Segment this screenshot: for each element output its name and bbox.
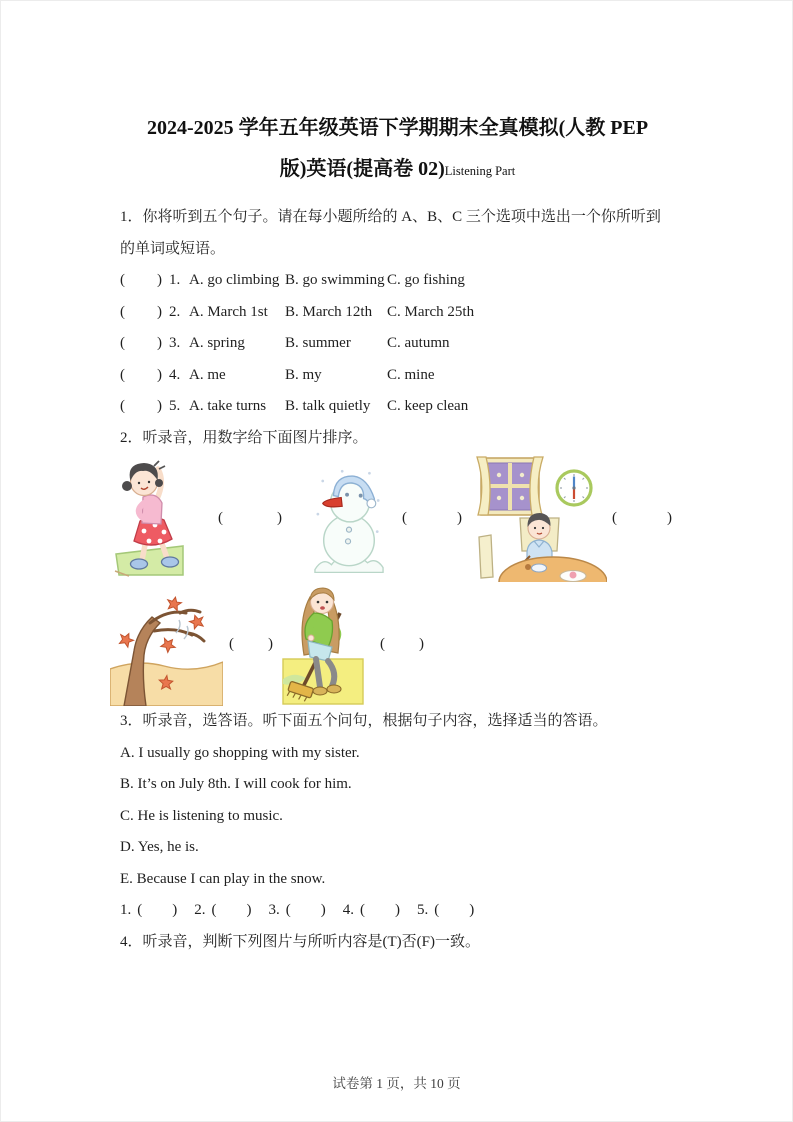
open-paren: ( bbox=[360, 902, 365, 918]
blank-number: 3. bbox=[268, 902, 280, 918]
section3-answer-blanks bbox=[120, 895, 675, 927]
option-c: C. March 25th bbox=[387, 303, 475, 320]
option-b: B. March 12th bbox=[285, 303, 373, 320]
open-paren: ( bbox=[612, 509, 617, 526]
close-paren: ) bbox=[157, 366, 162, 383]
answer-blank bbox=[120, 328, 162, 360]
answer-blank bbox=[360, 895, 400, 927]
close-paren: ) bbox=[246, 902, 252, 918]
open-paren: ( bbox=[137, 902, 143, 918]
picture-snowman bbox=[313, 463, 385, 573]
picture-girl-sweeping bbox=[280, 583, 366, 706]
item-number: 4. bbox=[169, 366, 181, 383]
picture-order-blank-3 bbox=[612, 510, 672, 527]
close-paren: ) bbox=[320, 902, 326, 918]
open-paren: ( bbox=[120, 272, 125, 288]
option-b: B. summer bbox=[285, 335, 351, 351]
open-paren: ( bbox=[434, 902, 440, 918]
option-b: B. talk quietly bbox=[285, 398, 371, 414]
item-number: 5. bbox=[169, 398, 181, 414]
answer-blank-unit-4 bbox=[343, 895, 409, 927]
open-paren: ( bbox=[120, 335, 125, 351]
blank-number: 2. bbox=[194, 902, 206, 918]
blank-number: 4. bbox=[342, 902, 354, 918]
option-a: A. March 1st bbox=[189, 303, 268, 320]
blank-number: 5. bbox=[417, 902, 429, 918]
option-a: A. spring bbox=[189, 335, 245, 351]
picture-order-blank-5 bbox=[380, 636, 424, 653]
answer-blank bbox=[286, 895, 326, 927]
item-number: 3. bbox=[169, 335, 181, 351]
picture-order-blank-4 bbox=[229, 636, 273, 653]
section1-heading: 1．你将听到五个句子。请在每小题所给的 A、B、C 三个选项中选出一个你所听到的单词或短语。 bbox=[120, 209, 661, 257]
answer-blank bbox=[137, 895, 177, 927]
open-paren: ( bbox=[218, 509, 223, 526]
pictures-row-1 bbox=[113, 454, 675, 582]
answer-blank bbox=[434, 895, 474, 927]
open-paren: ( bbox=[229, 635, 234, 652]
option-c: C. mine bbox=[387, 366, 435, 383]
answer-option-d: D. Yes, he is. bbox=[120, 839, 199, 855]
paper-title bbox=[120, 108, 675, 192]
option-c: C. go fishing bbox=[387, 272, 465, 288]
close-paren: ) bbox=[469, 902, 475, 918]
open-paren: ( bbox=[120, 366, 125, 383]
answer-blank-unit-2 bbox=[194, 895, 260, 927]
section3-heading: 3．听录音，选答语。听下面五个问句，根据句子内容，选择适当的答语。 bbox=[120, 713, 608, 729]
answer-blank bbox=[120, 297, 162, 329]
item-number: 1. bbox=[169, 272, 181, 288]
choice-row-1 bbox=[120, 265, 675, 297]
answer-blank-unit-1 bbox=[120, 895, 186, 927]
answer-option-b: B. It’s on July 8th. I will cook for him. bbox=[120, 776, 352, 792]
close-paren: ) bbox=[157, 398, 162, 414]
blank-number: 1. bbox=[120, 902, 132, 918]
answer-blank bbox=[120, 265, 162, 297]
picture-autumn-tree bbox=[110, 583, 223, 706]
option-c: C. keep clean bbox=[387, 398, 469, 414]
picture-boy-eating-dinner bbox=[473, 455, 607, 582]
option-a: A. me bbox=[189, 366, 226, 383]
close-paren: ) bbox=[277, 509, 282, 526]
answer-blank-unit-3 bbox=[269, 895, 335, 927]
picture-girl-exercising bbox=[113, 457, 187, 579]
close-paren: ) bbox=[157, 303, 162, 320]
picture-order-blank-2 bbox=[402, 510, 462, 527]
snowman-illustration bbox=[313, 463, 385, 573]
open-paren: ( bbox=[120, 303, 125, 320]
picture-order-blank-1 bbox=[218, 510, 282, 527]
option-b: B. go swimming bbox=[285, 272, 385, 288]
girl-sweeping-illustration bbox=[280, 583, 366, 706]
open-paren: ( bbox=[402, 509, 407, 526]
boy-eating-dinner-illustration bbox=[473, 455, 607, 582]
choice-row-4 bbox=[120, 360, 675, 392]
pictures-row-2 bbox=[110, 582, 675, 706]
open-paren: ( bbox=[211, 902, 217, 918]
paper-title-line1: 2024-2025 学年五年级英语下学期期末全真模拟(人教 PEP bbox=[146, 117, 649, 139]
section4-heading: 4．听录音，判断下列图片与所听内容是(T)否(F)一致。 bbox=[120, 933, 480, 950]
option-b: B. my bbox=[285, 366, 322, 383]
item-number: 2. bbox=[169, 303, 181, 320]
answer-blank bbox=[120, 391, 162, 423]
close-paren: ) bbox=[667, 509, 672, 526]
answer-option-e: E. Because I can play in the snow. bbox=[120, 870, 326, 887]
option-c: C. autumn bbox=[387, 335, 450, 351]
close-paren: ) bbox=[172, 902, 178, 918]
open-paren: ( bbox=[380, 635, 385, 652]
answer-option-c: C. He is listening to music. bbox=[120, 807, 283, 824]
choice-row-5 bbox=[120, 391, 675, 423]
answer-blank-unit-5 bbox=[417, 895, 483, 927]
autumn-tree-illustration bbox=[110, 583, 223, 706]
choice-row-2 bbox=[120, 297, 675, 329]
open-paren: ( bbox=[120, 398, 125, 414]
close-paren: ) bbox=[395, 902, 400, 918]
close-paren: ) bbox=[419, 635, 424, 652]
choice-row-3 bbox=[120, 328, 675, 360]
close-paren: ) bbox=[157, 335, 162, 351]
listening-part-label: Listening Part bbox=[444, 164, 516, 178]
section2-heading: 2．听录音，用数字给下面图片排序。 bbox=[120, 429, 368, 446]
girl-exercising-illustration bbox=[113, 457, 187, 579]
paper-title-line2: 版)英语(提高卷 02) bbox=[279, 158, 445, 180]
page-footer: 试卷第 1 页，共 10 页 bbox=[332, 1076, 461, 1091]
close-paren: ) bbox=[457, 509, 462, 526]
answer-blank bbox=[120, 360, 162, 392]
answer-option-a: A. I usually go shopping with my sister. bbox=[120, 744, 360, 761]
option-a: A. go climbing bbox=[189, 272, 280, 288]
option-a: A. take turns bbox=[189, 398, 267, 414]
close-paren: ) bbox=[157, 272, 162, 288]
open-paren: ( bbox=[285, 902, 291, 918]
close-paren: ) bbox=[268, 635, 273, 652]
answer-blank bbox=[212, 895, 252, 927]
